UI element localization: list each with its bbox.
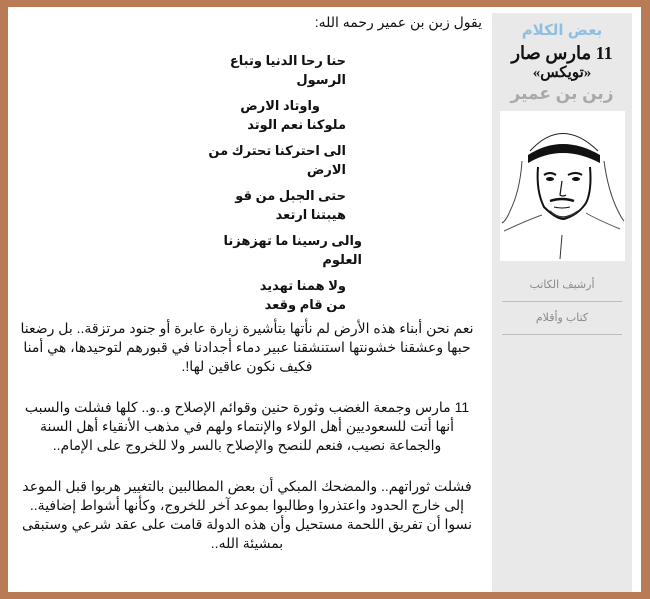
author-portrait-icon <box>500 111 625 261</box>
poem-stanza <box>222 231 362 269</box>
article-paragraph: 11 مارس وجمعة الغضب وثورة حنين وقوائم الإصلاح و..و.. كلها فشلت والسبب أنها أتت للسعوديين أهل الولاء والإنتماء ولهم في مذهب الأنقياء أهل السنة والجماعة نصيب، فنعم للنصح والإصلاح بالسر ولا للخروج على الإمام.. <box>24 399 470 453</box>
poem-line: الى احتركنا تحترك من <box>208 143 346 158</box>
writers-link[interactable]: كتاب وأقلام <box>502 302 622 335</box>
article-title: 11 مارس صار <box>511 43 613 63</box>
poem-line: حتى الجبل من قو <box>235 188 346 203</box>
poem-line: من قام وقعد <box>264 297 346 312</box>
poem-line: والى رسينا ما تهزهزنا <box>223 233 362 248</box>
poem-stanza <box>206 276 346 314</box>
poem <box>12 51 482 314</box>
poem-line: ولا همنا تهديد <box>259 278 346 293</box>
poem-line: العلوم <box>322 252 362 267</box>
poem-line: الرسول <box>296 72 346 87</box>
poem-line: هيبتنا ارتعد <box>275 207 346 222</box>
poem-line: ملوكنا نعم الوتد <box>247 117 346 132</box>
article-paragraph: نعم نحن أبناء هذه الأرض لم نأتها بتأشيرة زيارة عابرة أو جنود مرتزقة.. بل رضعنا حبها وعشقنا خشونتها استنشقنا عبير دماء أجدادنا في قبورهم لتوحيدها، هي أمنا فكيف نكون عاقين لها!. <box>20 320 474 374</box>
article-subtitle: «تويكس» <box>532 65 592 81</box>
poem-stanza <box>220 96 360 134</box>
author-name[interactable]: زبن بن عمير <box>510 84 614 103</box>
section-label[interactable]: بعض الكلام <box>521 22 603 39</box>
poem-stanza <box>206 186 346 224</box>
page-frame <box>8 7 641 592</box>
article-body <box>12 13 482 575</box>
poem-line: حنا رحا الدنيا وتباع <box>229 53 346 68</box>
poem-line: واوتاد الارض <box>240 98 320 113</box>
author-sidebar <box>492 13 632 592</box>
poem-stanza <box>206 51 346 89</box>
author-archive-link[interactable]: أرشيف الكاتب <box>502 269 622 302</box>
author-photo <box>500 111 625 261</box>
poem-line: الارض <box>306 162 346 177</box>
poem-stanza <box>206 141 346 179</box>
article-paragraph: فشلت ثوراتهم.. والمضحك المبكي أن بعض المطالبين بالتغيير هربوا قبل الموعد إلى خارج الحدود واعتذروا وطالبوا بموعد آخر للخروج، وكأنها أشواط إضافية.. نسوا أن تفريق اللحمة مستحيل وأن هذه الدولة قامت على عقد شرعي وستبقى بمشيئة الله.. <box>22 478 472 551</box>
article-intro: يقول زبن بن عمير رحمه الله: <box>314 14 482 30</box>
